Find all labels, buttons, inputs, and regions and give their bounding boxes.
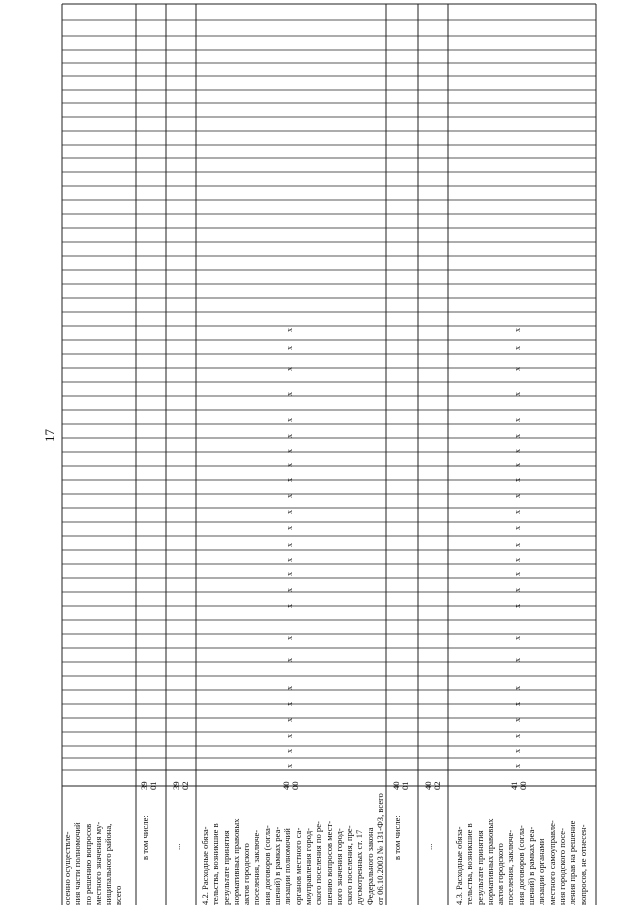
x-mark-4000: x — [285, 636, 294, 640]
x-mark-4000: x — [285, 558, 294, 562]
row-code-3901: 39 01 — [139, 781, 158, 790]
x-mark-4100: x — [513, 588, 522, 592]
x-mark-4100: x — [513, 478, 522, 482]
x-mark-4100: x — [513, 734, 522, 738]
x-mark-4100: x — [513, 686, 522, 690]
x-mark-4000: x — [285, 543, 294, 547]
x-mark-4100: x — [513, 346, 522, 350]
x-mark-4100: x — [513, 543, 522, 547]
x-mark-4000: x — [285, 418, 294, 422]
x-mark-4100: x — [513, 558, 522, 562]
x-mark-4100: x — [513, 367, 522, 371]
x-mark-4000: x — [285, 588, 294, 592]
row-code-4001: 40 01 — [391, 781, 410, 790]
x-mark-4000: x — [285, 449, 294, 453]
x-mark-4100: x — [513, 392, 522, 396]
page-number: 17 — [42, 429, 57, 442]
x-mark-4000: x — [285, 718, 294, 722]
x-mark-4000: x — [285, 734, 294, 738]
x-mark-4000: x — [285, 572, 294, 576]
x-mark-4000: x — [285, 494, 294, 498]
x-mark-4100: x — [513, 510, 522, 514]
x-mark-4100: x — [513, 449, 522, 453]
row-text-4001: в том числе: — [392, 815, 402, 860]
x-mark-4100: x — [513, 702, 522, 706]
x-mark-4100: x — [513, 526, 522, 530]
x-mark-4100: x — [513, 636, 522, 640]
x-mark-4100: x — [513, 434, 522, 438]
row-text-3901: в том числе: — [140, 815, 150, 860]
x-mark-4100: x — [513, 494, 522, 498]
x-mark-4000: x — [285, 478, 294, 482]
x-mark-4000: x — [285, 749, 294, 753]
x-mark-4000: x — [285, 702, 294, 706]
row-text-3902: ... — [172, 843, 182, 850]
row-code-4002: 40 02 — [423, 781, 442, 790]
x-mark-4100: x — [513, 572, 522, 576]
x-mark-4000: x — [285, 604, 294, 608]
x-mark-4100: x — [513, 463, 522, 467]
x-mark-4000: x — [285, 686, 294, 690]
row-text-4000: 4.2. Расходные обяза- тельства, возникшие в результате принятия нормативных правовых актов городского поселения, заключе- ния договоров (согла- шений) в рамках реа- лизации полномочий органов местного са- моуправления город- ского поселения по ре- шению вопросов мест- ного значения город- ского поселения, пре- дусмотренных ст. 17 Федерального закона от 06.10.2003 № 131-ФЗ, всего — [200, 793, 386, 905]
row-code-3902: 39 02 — [171, 781, 190, 790]
x-mark-4100: x — [513, 764, 522, 768]
x-mark-4000: x — [285, 510, 294, 514]
x-mark-4100: x — [513, 418, 522, 422]
x-mark-4000: x — [285, 764, 294, 768]
row-code-4100: 41 00 — [509, 781, 528, 790]
x-mark-4100: x — [513, 749, 522, 753]
x-mark-4000: x — [285, 367, 294, 371]
row-text-4100: 4.3. Расходные обяза- тельства, возникшие в результате принятия нормативных правовых актов городского поселения, заключе- ния договоров (согла- шений) в рамках реа- лизации органами местного самоуправле- ния городского посе- ления прав на решение вопросов, не отнесен- — [454, 818, 588, 905]
x-mark-4100: x — [513, 604, 522, 608]
x-mark-4000: x — [285, 434, 294, 438]
x-mark-4100: x — [513, 658, 522, 662]
row-code-4000: 40 00 — [281, 781, 300, 790]
x-mark-4000: x — [285, 392, 294, 396]
row-text-4002: ... — [424, 843, 434, 850]
x-mark-4000: x — [285, 658, 294, 662]
x-mark-4000: x — [285, 346, 294, 350]
x-mark-4000: x — [285, 328, 294, 332]
x-mark-4000: x — [285, 526, 294, 530]
x-mark-4100: x — [513, 328, 522, 332]
x-mark-4000: x — [285, 463, 294, 467]
row-text-continued: осенно осуществле- ния части полномочий по решению вопросов местного значения му- ниципального района, всего — [62, 821, 124, 905]
x-mark-4100: x — [513, 718, 522, 722]
